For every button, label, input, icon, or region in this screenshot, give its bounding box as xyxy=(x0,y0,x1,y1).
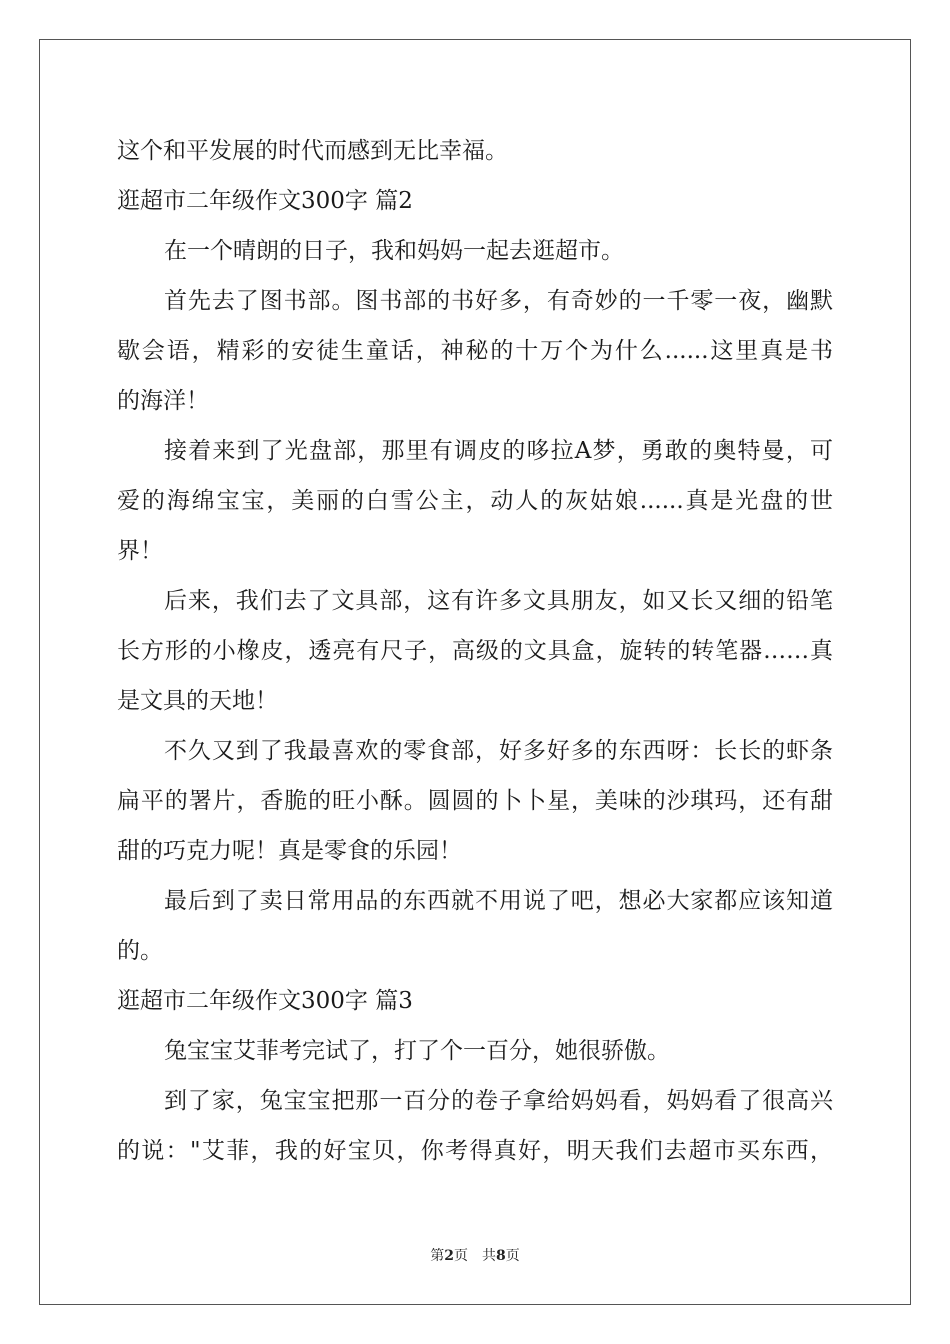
text-line: 不久又到了我最喜欢的零食部，好多好多的东西呀：长长的虾条 xyxy=(164,738,833,764)
section-heading: 逛超市二年级作文300字 篇3 xyxy=(117,988,413,1014)
page-prefix: 第 xyxy=(430,1248,445,1264)
text-line: 在一个晴朗的日子，我和妈妈一起去逛超市。 xyxy=(164,238,624,264)
text-line: 这个和平发展的时代而感到无比幸福。 xyxy=(117,138,508,164)
text-line: 兔宝宝艾菲考完试了，打了个一百分，她很骄傲。 xyxy=(164,1038,670,1064)
total-prefix: 共 xyxy=(482,1248,496,1264)
text-line: 扁平的署片，香脆的旺小酥。圆圆的卜卜星，美味的沙琪玛，还有甜 xyxy=(117,788,833,814)
text-line: 长方形的小橡皮，透亮有尺子，高级的文具盒，旋转的转笔器……真 xyxy=(117,638,833,664)
text-line: 甜的巧克力呢！真是零食的乐园！ xyxy=(117,838,462,864)
text-line: 的说："艾菲，我的好宝贝，你考得真好，明天我们去超市买东西， xyxy=(117,1138,833,1164)
text-line: 的海洋！ xyxy=(117,388,209,414)
text-line: 的。 xyxy=(117,938,163,964)
text-line: 界！ xyxy=(117,538,163,564)
current-page-number: 2 xyxy=(444,1248,454,1264)
total-page-number: 8 xyxy=(496,1248,506,1264)
text-line: 歇会语，精彩的安徒生童话，神秘的十万个为什么......这里真是书 xyxy=(117,338,833,364)
document-body xyxy=(117,126,833,1176)
text-line: 到了家，兔宝宝把那一百分的卷子拿给妈妈看，妈妈看了很高兴 xyxy=(164,1088,833,1114)
text-line: 最后到了卖日常用品的东西就不用说了吧，想必大家都应该知道 xyxy=(164,888,833,914)
page-footer xyxy=(0,1246,950,1266)
text-line: 首先去了图书部。图书部的书好多，有奇妙的一千零一夜，幽默 xyxy=(164,288,833,314)
text-line: 爱的海绵宝宝，美丽的白雪公主，动人的灰姑娘......真是光盘的世 xyxy=(117,488,833,514)
text-line: 接着来到了光盘部，那里有调皮的哆拉A梦，勇敢的奥特曼，可 xyxy=(164,438,833,464)
text-line: 后来，我们去了文具部，这有许多文具朋友，如又长又细的铅笔 xyxy=(164,588,833,614)
page-unit: 页 xyxy=(454,1248,468,1264)
section-heading: 逛超市二年级作文300字 篇2 xyxy=(117,188,413,214)
text-line: 是文具的天地！ xyxy=(117,688,278,714)
total-unit: 页 xyxy=(505,1248,520,1264)
